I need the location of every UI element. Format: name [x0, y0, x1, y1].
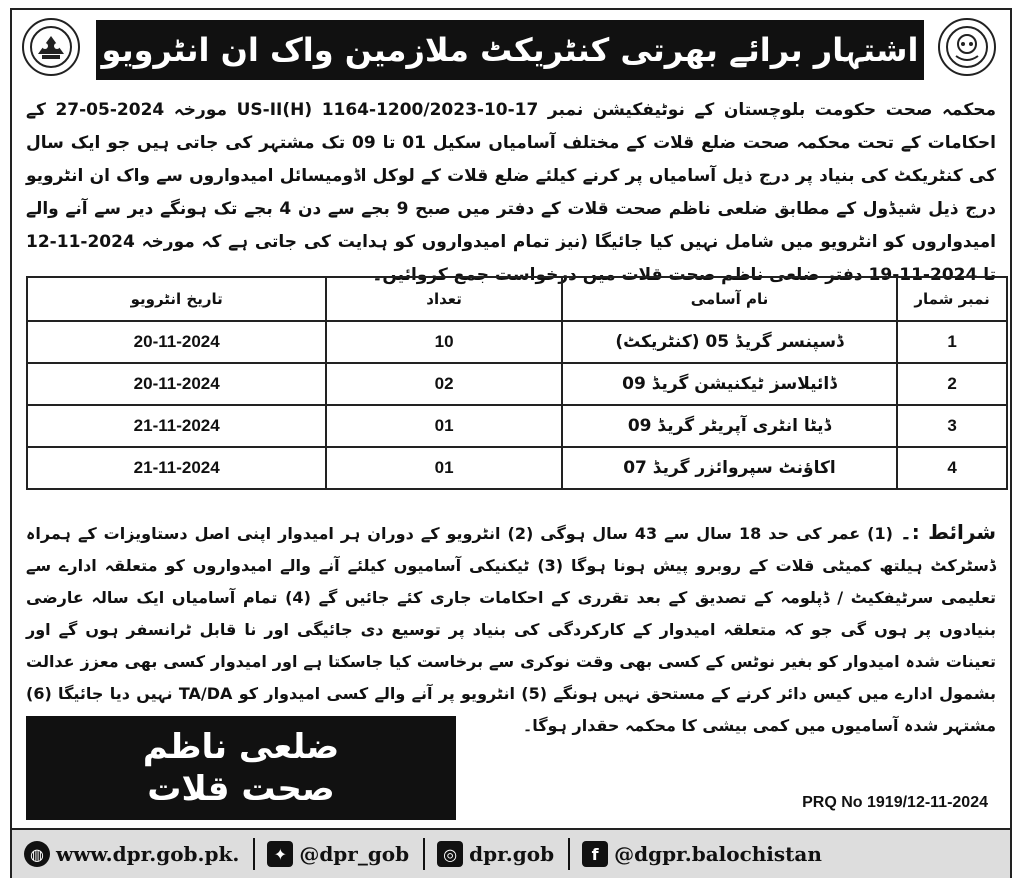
cell-post: ڈیٹا انٹری آپریٹر گریڈ 09	[562, 405, 897, 447]
instagram-handle[interactable]: dpr.gob	[469, 842, 555, 866]
cell-date: 21-11-2024	[27, 447, 326, 489]
twitter-icon: ✦	[267, 841, 293, 867]
cell-date: 20-11-2024	[27, 363, 326, 405]
table-row	[27, 447, 1007, 489]
divider	[568, 838, 570, 870]
footer-website[interactable]	[24, 841, 239, 867]
emblem-icon	[22, 18, 80, 76]
stamp-line-1: ضلعی ناظم	[142, 727, 340, 767]
cell-date: 21-11-2024	[27, 405, 326, 447]
footer-facebook[interactable]	[582, 841, 822, 867]
facebook-handle[interactable]: @dgpr.balochistan	[614, 842, 822, 866]
header	[12, 10, 1010, 88]
divider	[253, 838, 255, 870]
cell-post: ڈائیلاسز ٹیکنیشن گریڈ 09	[562, 363, 897, 405]
divider	[423, 838, 425, 870]
cell-count: 01	[326, 447, 561, 489]
table-row	[27, 321, 1007, 363]
cell-serial: 1	[897, 321, 1007, 363]
stamp-line-2: صحت قلات	[147, 769, 335, 809]
twitter-handle[interactable]: @dpr_gob	[299, 842, 410, 866]
globe-icon: ◍	[24, 841, 50, 867]
cell-count: 01	[326, 405, 561, 447]
table-header-row	[27, 277, 1007, 321]
footer-twitter[interactable]	[267, 841, 409, 867]
prq-number: PRQ No 1919/12-11-2024	[802, 794, 988, 811]
cell-serial: 3	[897, 405, 1007, 447]
jobs-table	[26, 276, 1008, 490]
cell-date: 20-11-2024	[27, 321, 326, 363]
cell-post: اکاؤنٹ سپروائزر گریڈ 07	[562, 447, 897, 489]
terms-paragraph	[26, 516, 997, 735]
emblem-icon	[938, 18, 996, 76]
header-serial: نمبر شمار	[897, 277, 1007, 321]
page-title: اشتہار برائے بھرتی کنٹریکٹ ملازمین واک ان انٹرویو	[96, 20, 924, 80]
footer-instagram[interactable]	[437, 841, 554, 867]
intro-paragraph: محکمہ صحت حکومت بلوچستان کے نوٹیفکیشن نمبر US-II(H) 1164-1200/2023-10-17 مورخہ 2024-05-27 کے احکامات کے تحت محکمہ صحت ضلع قلات کے مختلف آسامیاں سکیل 01 تا 09 تک مشتہر کی جاتی ہیں جو ایک سال کی کنٹریکٹ کی بنیاد پر درج ذیل آسامیاں پر کرنے کیلئے ضلع قلات کے لوکل اڈومیسائل امیدواروں سے واک ان انٹرویو درج ذیل شیڈول کے مطابق ضلعی ناظم صحت قلات کے دفتر میں صبح 9 بجے سے دن 4 بجے تک ہونگے دیر سے آنے والے امیدواروں کو انٹرویو میں شامل نہیں کیا جائیگا (نیز تمام امیدواروں کو ہدایت کی جاتی ہے کہ مورخہ 2024-11-12 تا 2024-11-19 دفتر ضلعی ناظم صحت قلات میں درخواست جمع کروائیں۔	[26, 100, 997, 285]
terms-heading: شرائط :۔	[899, 520, 996, 544]
footer	[12, 828, 1010, 878]
table-row	[27, 405, 1007, 447]
instagram-icon: ◎	[437, 841, 463, 867]
cell-post: ڈسپنسر گریڈ 05 (کنٹریکٹ)	[562, 321, 897, 363]
table-row	[27, 363, 1007, 405]
header-post: نام آسامی	[562, 277, 897, 321]
facebook-icon: f	[582, 841, 608, 867]
header-count: تعداد	[326, 277, 561, 321]
terms-text: (1) عمر کی حد 18 سال سے 43 سال ہوگی (2) انٹرویو کے دوران ہر امیدوار اپنی اصل دستاویزات کے ہمراہ ڈسٹرکٹ ہیلتھ کمیٹی قلات کے روبرو پیش ہونا ہوگا (3) ٹیکنیکی آسامیوں کیلئے آنے والے امیدواروں کو متعلقہ ادارے سے تعلیمی سرٹیفکیٹ / ڈپلومہ کے تصدیق کے بعد تقرری کے احکامات جاری کئے جائیں گے (4) تمام آسامیاں ایک سالہ عارضی بنیادوں پر ہوں گی جو کہ متعلقہ امیدوار کے کارکردگی کی بنیاد پر توسیع دی جائیگی اور نا قابل ٹرانسفر ہوں گے اور تعینات شدہ امیدوار کو بغیر نوٹس کے کسی بھی وقت نوکری سے برخاست کیا جاسکتا ہے اور امیدوار کسی بھی معزز عدالت بشمول ادارے میں کیس دائر کرنے کے مستحق نہیں ہونگے (5) انٹرویو پر آنے والے کسی امیدوار کو TA/DA نہیں دیا جائیگا (6) مشتہر شدہ آسامیوں میں کمی بیشی کا محکمہ حقدار ہوگا۔	[26, 524, 997, 735]
cell-count: 02	[326, 363, 561, 405]
signature-stamp	[26, 716, 456, 820]
cell-serial: 4	[897, 447, 1007, 489]
cell-count: 10	[326, 321, 561, 363]
header-date: تاریخ انٹرویو	[27, 277, 326, 321]
cell-serial: 2	[897, 363, 1007, 405]
advertisement-page	[10, 8, 1012, 878]
website-link[interactable]: www.dpr.gob.pk.	[56, 842, 240, 866]
